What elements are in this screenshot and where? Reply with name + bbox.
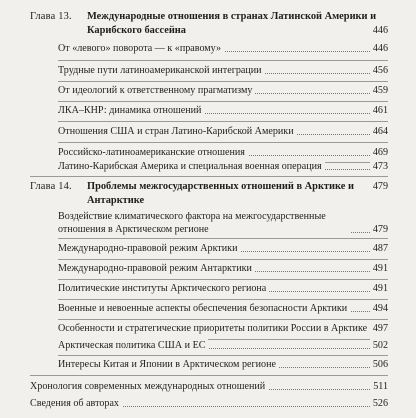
toc-entry[interactable] xyxy=(58,42,388,56)
toc-entry[interactable] xyxy=(58,84,388,98)
divider xyxy=(58,81,388,82)
toc-entry[interactable] xyxy=(58,322,388,336)
toc-entry[interactable] xyxy=(58,146,388,160)
toc-entry-title: Международно-правовой режим Арктики xyxy=(58,242,241,255)
toc-entry-title: Российско-латиноамериканские отношения xyxy=(58,146,248,159)
toc-entry-title: Интересы Китая и Японии в Арктическом регионе xyxy=(58,358,279,371)
toc-entry-page: 473 xyxy=(370,160,388,173)
toc-entry-page: 511 xyxy=(370,380,388,393)
toc-entry-page: 497 xyxy=(370,322,388,335)
toc-entry-page: 446 xyxy=(370,42,388,55)
toc-entry[interactable] xyxy=(58,242,388,256)
divider xyxy=(30,375,388,376)
chapter-14-heading[interactable] xyxy=(30,180,388,208)
divider xyxy=(58,299,388,300)
toc-entry-page: 456 xyxy=(370,64,388,77)
toc-entry-title: Латино-Карибская Америка и специальная военная операция xyxy=(58,160,325,173)
toc-entry-title: Отношения США и стран Латино-Карибской Америки xyxy=(58,125,297,138)
toc-entry-authors[interactable] xyxy=(30,397,388,411)
divider xyxy=(58,355,388,356)
toc-entry-page: 506 xyxy=(370,358,388,371)
toc-entry-title: Трудные пути латиноамериканской интеграции xyxy=(58,64,265,77)
toc-entry[interactable] xyxy=(58,125,388,139)
toc-entry-title: Особенности и стратегические приоритеты политики России в Арктике xyxy=(58,322,370,335)
divider xyxy=(58,319,388,320)
toc-entry-page: 464 xyxy=(370,125,388,138)
toc-entry-page: 491 xyxy=(370,282,388,295)
divider xyxy=(58,121,388,122)
chapter-13-page: 446 xyxy=(372,25,388,36)
toc-entry[interactable] xyxy=(58,160,388,174)
toc-entry-page: 469 xyxy=(370,146,388,159)
toc-entry-title: Военные и невоенные аспекты обеспечения безопасности Арктики xyxy=(58,302,350,315)
toc-entry-title: Хронология современных международных отношений xyxy=(30,380,268,393)
toc-entry[interactable] xyxy=(58,64,388,78)
toc-entry-page: 502 xyxy=(370,339,388,352)
toc-entry-page: 494 xyxy=(370,302,388,315)
divider xyxy=(30,176,388,177)
toc-entry[interactable] xyxy=(58,282,388,296)
toc-entry[interactable] xyxy=(58,262,388,276)
toc-entry-page: 487 xyxy=(370,242,388,255)
toc-entry-title: От идеологий к ответственному прагматизму xyxy=(58,84,255,97)
divider xyxy=(58,279,388,280)
chapter-14-label: Глава 14. xyxy=(30,181,72,192)
toc-entry-chronology[interactable] xyxy=(30,380,388,394)
chapter-14-title: Проблемы межгосударственных отношений в Арктике и Антарктике xyxy=(87,181,354,206)
toc-entry-title: Воздействие климатического фактора на межгосударственные отношения в Арктическом регионе xyxy=(58,210,351,236)
divider xyxy=(58,259,388,260)
toc-entry-page: 491 xyxy=(370,262,388,275)
toc-entry[interactable] xyxy=(58,302,388,316)
toc-entry-page: 479 xyxy=(370,223,388,236)
toc-entry[interactable] xyxy=(58,104,388,118)
toc-entry-title: Политические институты Арктического региона xyxy=(58,282,269,295)
toc-entry-title: Сведения об авторах xyxy=(30,397,122,410)
toc-entry-title: Международно-правовой режим Антарктики xyxy=(58,262,255,275)
toc-entry[interactable] xyxy=(58,358,388,372)
chapter-13-title: Международные отношения в странах Латинской Америки и Карибского бассейна xyxy=(87,11,377,36)
toc-entry[interactable] xyxy=(58,339,388,353)
chapter-13-heading[interactable] xyxy=(30,10,388,38)
chapter-13-label: Глава 13. xyxy=(30,11,72,22)
divider xyxy=(58,238,388,239)
divider xyxy=(58,101,388,102)
toc-entry-title: Арктическая политика США и ЕС xyxy=(58,339,208,352)
toc-entry[interactable] xyxy=(58,210,388,237)
toc-entry-page: 459 xyxy=(370,84,388,97)
toc-entry-page: 461 xyxy=(370,104,388,117)
divider xyxy=(58,60,388,61)
toc-entry-page: 526 xyxy=(370,397,388,410)
chapter-14-page: 479 xyxy=(372,181,388,192)
toc-entry-title: От «левого» поворота — к «правому» xyxy=(58,42,224,55)
divider xyxy=(58,142,388,143)
toc-entry-title: ЛКА–КНР: динамика отношений xyxy=(58,104,204,117)
